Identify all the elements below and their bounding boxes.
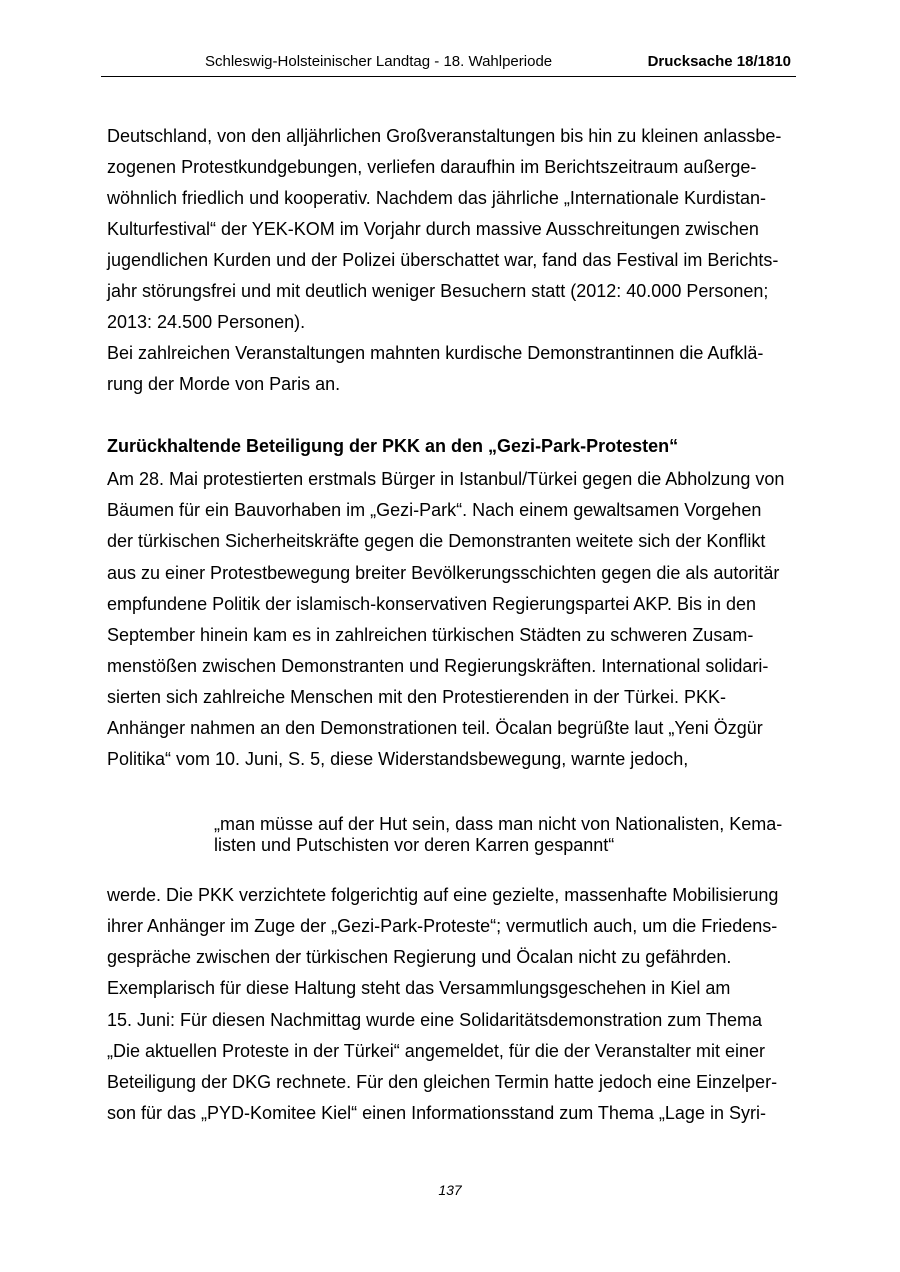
paragraph-line: Am 28. Mai protestierten erstmals Bürger in Istanbul/Türkei gegen die Abholzung von <box>107 469 785 489</box>
section-heading: Zurückhaltende Beteiligung der PKK an den „Gezi-Park-Protesten“ <box>107 436 679 456</box>
paragraph-line: Bäumen für ein Bauvorhaben im „Gezi-Park“. Nach einem gewaltsamen Vorgehen <box>107 500 762 520</box>
paragraph-line: menstößen zwischen Demonstranten und Regierungskräften. International solidari- <box>107 656 769 676</box>
paragraph-line: Deutschland, von den alljährlichen Großveranstaltungen bis hin zu kleinen anlassbe- <box>107 126 782 146</box>
paragraph-line: sierten sich zahlreiche Menschen mit den Protestierenden in der Türkei. PKK- <box>107 687 726 707</box>
header-title: Schleswig-Holsteinischer Landtag - 18. Wahlperiode <box>205 53 553 70</box>
paragraph-line: Bei zahlreichen Veranstaltungen mahnten kurdische Demonstrantinnen die Aufklä- <box>107 343 764 363</box>
header-doc-number: Drucksache 18/1810 <box>647 53 791 70</box>
paragraph-line: ihrer Anhänger im Zuge der „Gezi-Park-Proteste“; vermutlich auch, um die Friedens- <box>107 916 778 936</box>
paragraph-line: werde. Die PKK verzichtete folgerichtig auf eine gezielte, massenhafte Mobilisierung <box>107 885 779 905</box>
paragraph-line: son für das „PYD-Komitee Kiel“ einen Informationsstand zum Thema „Lage in Syri- <box>107 1103 766 1123</box>
paragraph-line: jahr störungsfrei und mit deutlich weniger Besuchern statt (2012: 40.000 Personen; <box>107 281 769 301</box>
paragraph-line: Kulturfestival“ der YEK-KOM im Vorjahr durch massive Ausschreitungen zwischen <box>107 219 759 239</box>
paragraph-line: September hinein kam es in zahlreichen türkischen Städten zu schweren Zusam- <box>107 625 754 645</box>
paragraph-line: rung der Morde von Paris an. <box>107 374 341 394</box>
paragraph-line: Politika“ vom 10. Juni, S. 5, diese Widerstandsbewegung, warnte jedoch, <box>107 749 689 769</box>
paragraph-line: „Die aktuellen Proteste in der Türkei“ angemeldet, für die der Veranstalter mit einer <box>107 1041 765 1061</box>
paragraph-line: 15. Juni: Für diesen Nachmittag wurde eine Solidaritätsdemonstration zum Thema <box>107 1010 762 1030</box>
paragraph-line: jugendlichen Kurden und der Polizei überschattet war, fand das Festival im Berichts- <box>107 250 779 270</box>
page-header <box>101 50 796 77</box>
paragraph-line: gespräche zwischen der türkischen Regierung und Öcalan nicht zu gefährden. <box>107 947 732 967</box>
paragraph-line: aus zu einer Protestbewegung breiter Bevölkerungsschichten gegen die als autoritär <box>107 563 780 583</box>
paragraph-line: der türkischen Sicherheitskräfte gegen die Demonstranten weitete sich der Konflikt <box>107 531 766 551</box>
paragraph-line: 2013: 24.500 Personen). <box>107 312 306 332</box>
page-number: 137 <box>438 1182 462 1198</box>
paragraph-line: empfundene Politik der islamisch-konservativen Regierungspartei AKP. Bis in den <box>107 594 757 614</box>
paragraph-line: Beteiligung der DKG rechnete. Für den gleichen Termin hatte jedoch eine Einzelper- <box>107 1072 778 1092</box>
paragraph-line: Anhänger nahmen an den Demonstrationen teil. Öcalan begrüßte laut „Yeni Özgür <box>107 718 763 738</box>
paragraph-line: zogenen Protestkundgebungen, verliefen daraufhin im Berichtszeitraum außerge- <box>107 157 757 177</box>
block-quote-line: listen und Putschisten vor deren Karren gespannt“ <box>214 835 615 855</box>
paragraph-line: wöhnlich friedlich und kooperativ. Nachdem das jährliche „Internationale Kurdistan- <box>107 188 767 208</box>
paragraph-line: Exemplarisch für diese Haltung steht das Versammlungsgeschehen in Kiel am <box>107 978 731 998</box>
block-quote-line: „man müsse auf der Hut sein, dass man nicht von Nationalisten, Kema- <box>214 814 783 834</box>
